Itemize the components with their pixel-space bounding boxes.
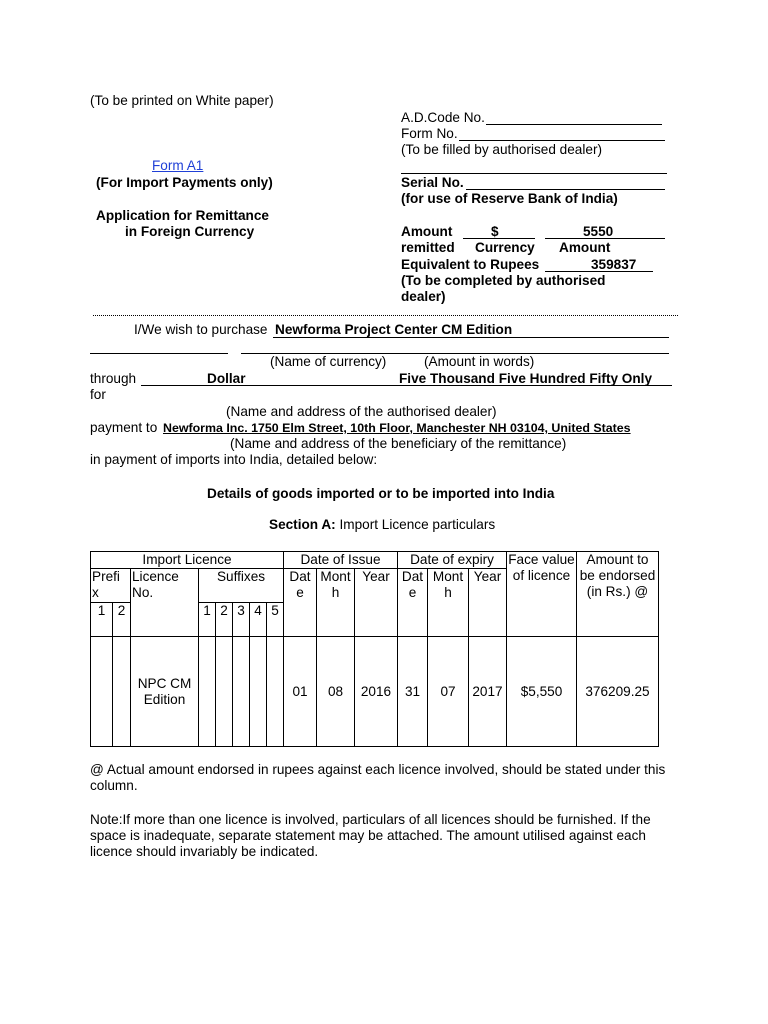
serial-no-label: Serial No. (401, 175, 464, 190)
application-subtitle: in Foreign Currency (125, 224, 255, 239)
suffix-5: 5 (267, 603, 284, 637)
beneficiary: Newforma Inc. 1750 Elm Street, 10th Floor, Manchester NH 03104, United States (163, 421, 631, 435)
currency-name-caption: (Name of currency) (270, 354, 387, 369)
header-date-of-issue: Date of Issue (284, 552, 398, 569)
currency-name: Dollar (207, 371, 246, 386)
cell-suffix-3 (233, 637, 250, 747)
header-expiry-year: Year (469, 569, 507, 637)
form-no-blank[interactable] (459, 140, 665, 141)
currency-symbol: $ (491, 224, 499, 239)
header-issue-month: Mont h (317, 569, 355, 637)
dotted-separator (93, 315, 678, 316)
cell-suffix-2 (216, 637, 233, 747)
section-heading (269, 517, 495, 533)
section-label: Section A: (269, 517, 336, 532)
header-date-of-expiry: Date of expiry (398, 552, 507, 569)
cell-face-value: $5,550 (507, 637, 577, 747)
amount-words: Five Thousand Five Hundred Fifty Only (399, 371, 653, 386)
cell-prefix-2 (113, 637, 131, 747)
currency-symbol-blank (463, 238, 535, 239)
remitted-label: remitted (401, 240, 455, 255)
dealer-caption: (Name and address of the authorised dealer) (226, 404, 497, 419)
table-row (91, 637, 659, 747)
amount-value: 5550 (583, 224, 614, 239)
header-suffixes: Suffixes (199, 569, 284, 603)
authorised-dealer-blank[interactable] (401, 173, 667, 174)
header-amount-endorsed: Amount to be endorsed (in Rs.) @ (577, 552, 659, 637)
prefix-1: 1 (91, 603, 113, 637)
amount-caption: Amount (559, 240, 611, 255)
cell-suffix-1 (199, 637, 216, 747)
rupees-value: 359837 (591, 257, 637, 272)
cell-expiry-month: 07 (428, 637, 469, 747)
cell-amount-endorsed: 376209.25 (577, 637, 659, 747)
cell-issue-year: 2016 (355, 637, 398, 747)
prefix-2: 2 (113, 603, 131, 637)
cell-suffix-4 (250, 637, 267, 747)
amount-label: Amount (401, 224, 453, 239)
header-import-licence: Import Licence (91, 552, 284, 569)
import-licence-table (90, 551, 659, 747)
payment-label: payment to (90, 420, 158, 435)
suffix-2: 2 (216, 603, 233, 637)
cell-expiry-year: 2017 (469, 637, 507, 747)
cell-suffix-5 (267, 637, 284, 747)
suffix-4: 4 (250, 603, 267, 637)
imports-line: in payment of imports into India, detailed below: (90, 452, 378, 467)
purchase-item: Newforma Project Center CM Edition (275, 322, 513, 337)
at-note: @ Actual amount endorsed in rupees against each licence involved, should be stated under this column. (90, 762, 666, 793)
header-expiry-date: Dat e (398, 569, 428, 637)
header-prefix: Prefi x (91, 569, 131, 603)
cell-licence-no: NPC CM Edition (131, 637, 199, 747)
for-label: for (90, 387, 106, 402)
equivalent-label: Equivalent to Rupees (401, 257, 540, 272)
application-title: Application for Remittance (96, 208, 269, 223)
ad-code-blank[interactable] (486, 124, 662, 125)
rbi-note: (for use of Reserve Bank of India) (401, 191, 618, 206)
licence-note: Note:If more than one licence is involved, particulars of all licences should be furnished. If the space is inadequate, separate statement may be attached. The amount utilised against each licence should invariably be indicated. (90, 812, 651, 859)
form-no-label: Form No. (401, 126, 458, 141)
form-a1-link[interactable]: Form A1 (152, 158, 204, 173)
purchase-prefix: I/We wish to purchase (134, 322, 268, 337)
form-purpose: (For Import Payments only) (96, 175, 273, 190)
cell-expiry-date: 31 (398, 637, 428, 747)
completed-note: (To be completed by authorised (401, 273, 606, 288)
header-expiry-month: Mont h (428, 569, 469, 637)
suffix-1: 1 (199, 603, 216, 637)
header-issue-year: Year (355, 569, 398, 637)
cell-prefix-1 (91, 637, 113, 747)
header-licence-no: Licence No. (131, 569, 199, 637)
header-issue-date: Dat e (284, 569, 317, 637)
completed-note-2: dealer) (401, 289, 446, 304)
through-label: through (90, 371, 137, 386)
serial-no-blank[interactable] (466, 189, 665, 190)
header-face-value: Face value of licence (507, 552, 577, 637)
section-title: Import Licence particulars (339, 517, 496, 532)
currency-caption: Currency (475, 240, 535, 255)
amount-words-caption: (Amount in words) (424, 354, 535, 369)
cell-issue-month: 08 (317, 637, 355, 747)
purchase-continuation-blank (90, 353, 228, 354)
suffix-3: 3 (233, 603, 250, 637)
fill-note: (To be filled by authorised dealer) (401, 142, 602, 157)
print-note: (To be printed on White paper) (90, 93, 274, 108)
cell-issue-date: 01 (284, 637, 317, 747)
details-heading: Details of goods imported or to be imported into India (207, 486, 555, 501)
beneficiary-caption: (Name and address of the beneficiary of the remittance) (230, 436, 567, 451)
ad-code-label: A.D.Code No. (401, 110, 485, 125)
